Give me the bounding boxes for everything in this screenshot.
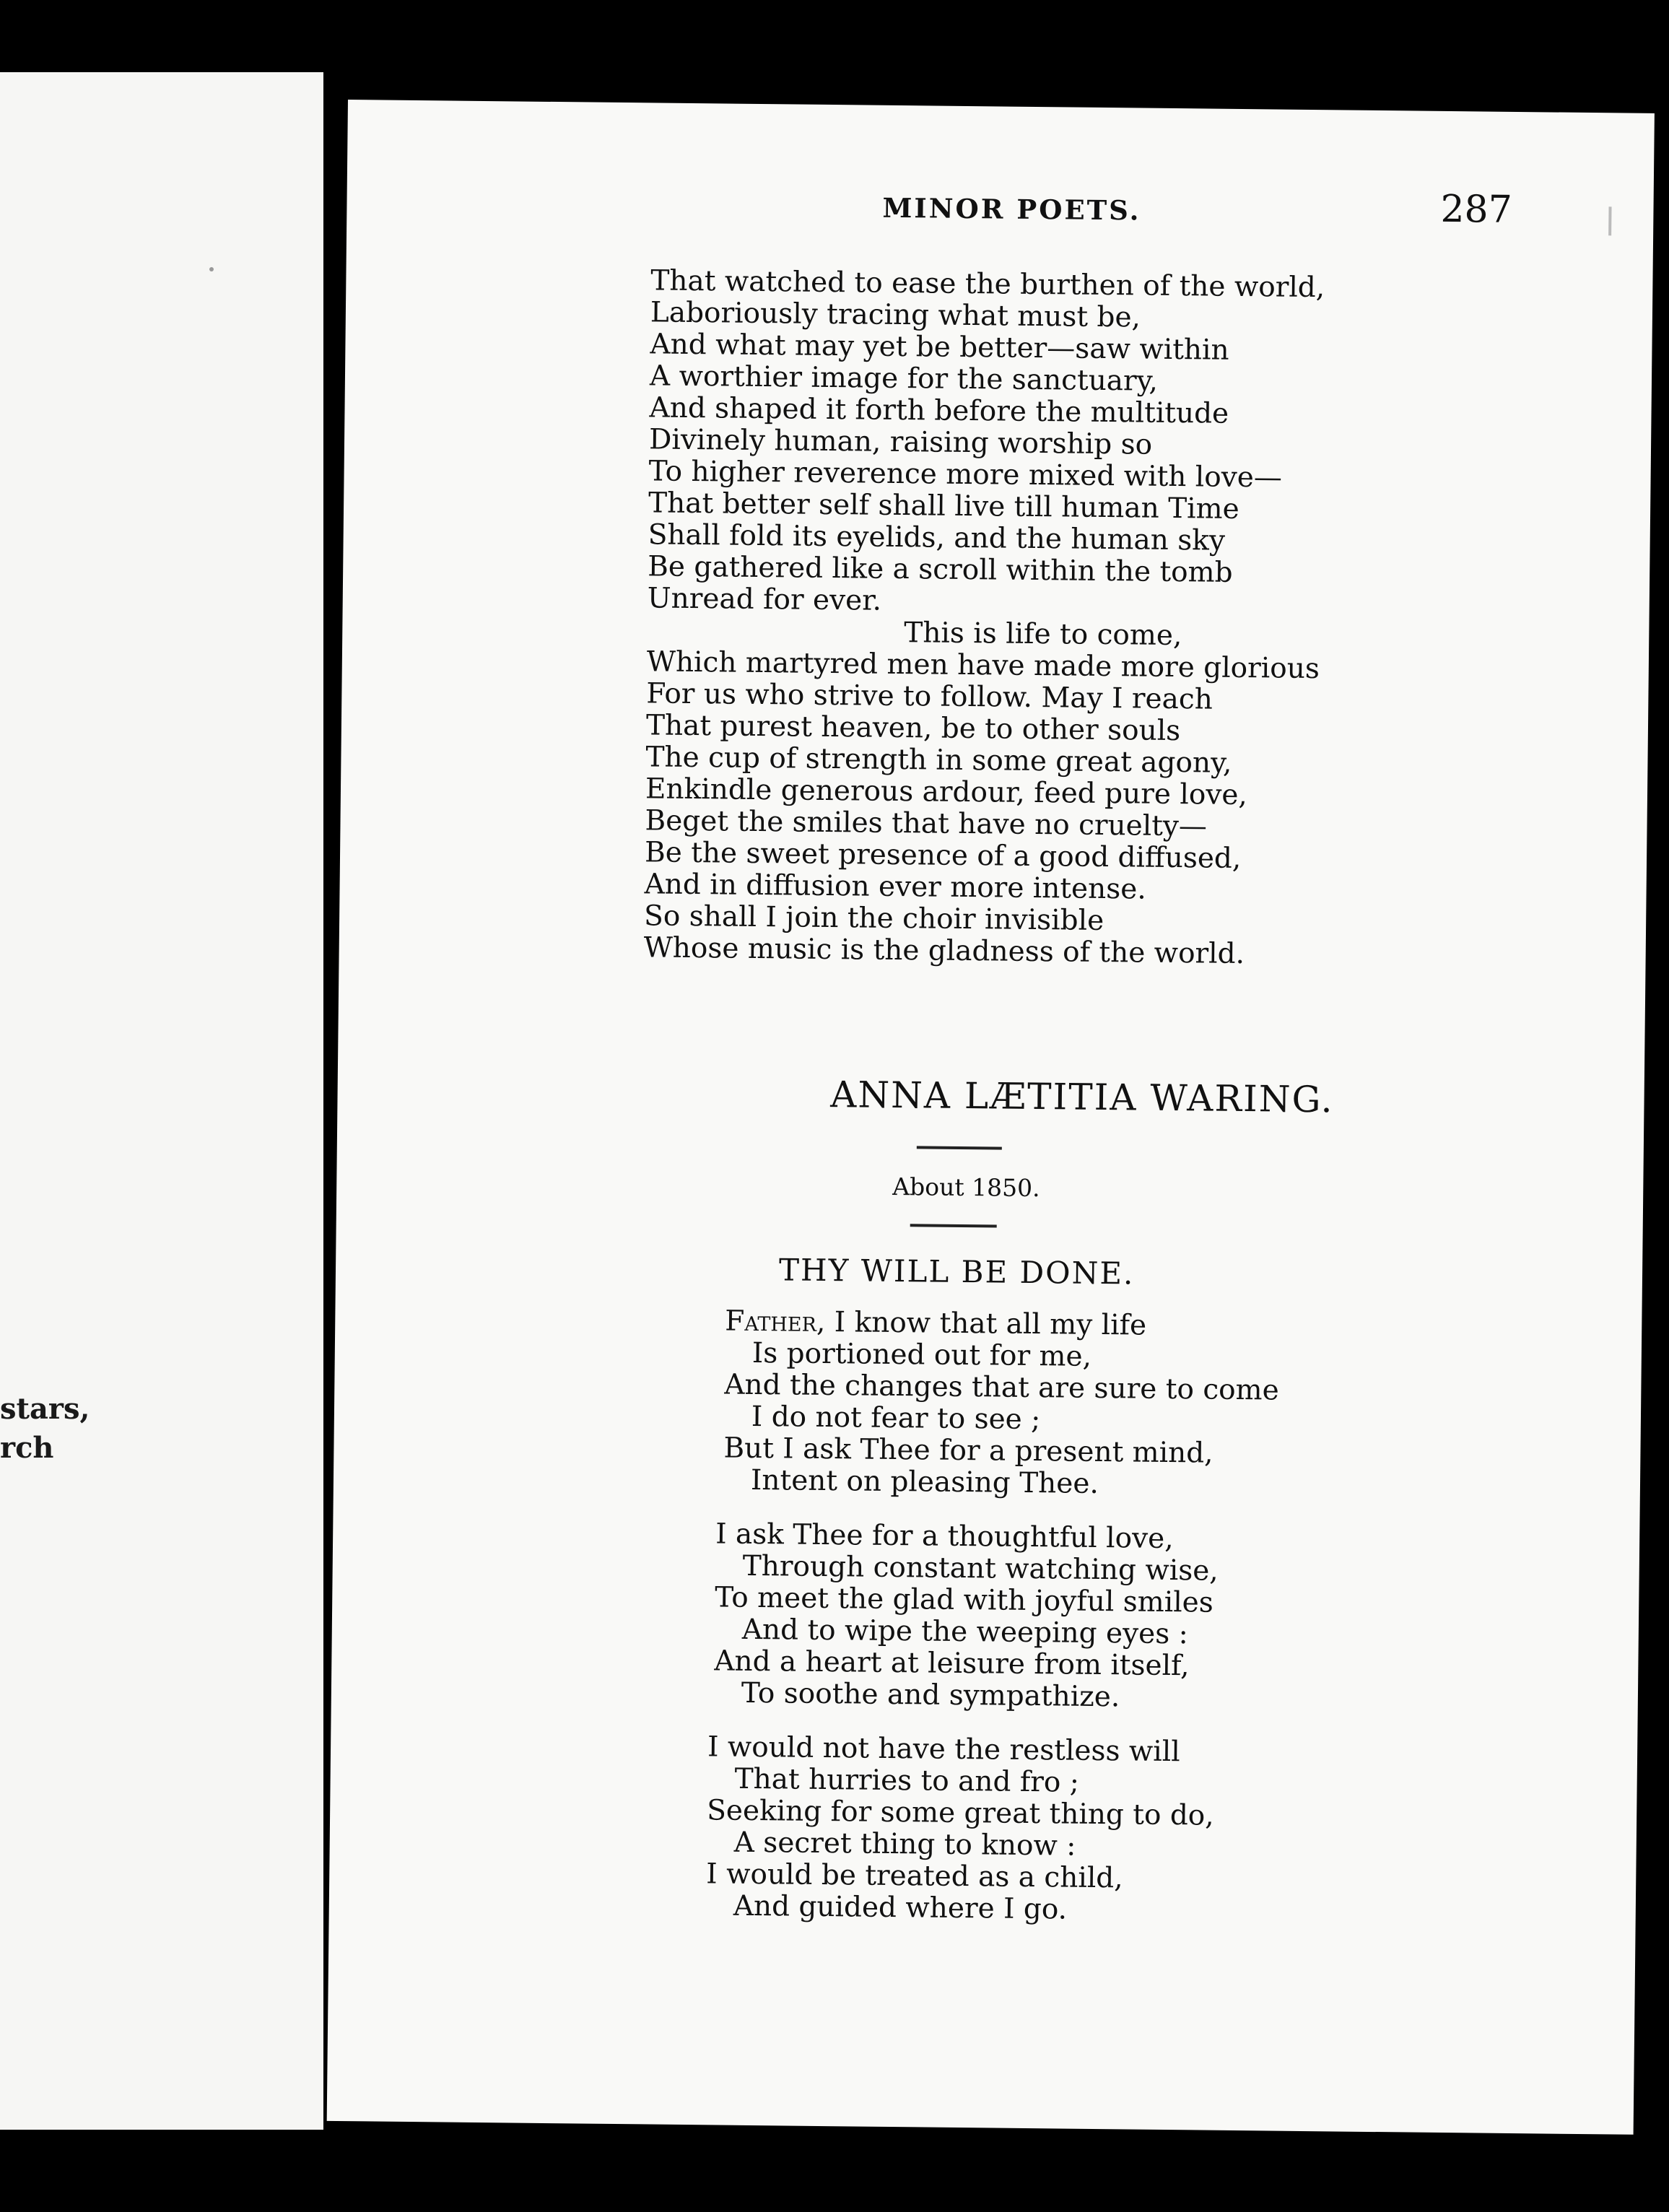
verse-line: That watched to ease the burthen of the world, (650, 264, 1325, 305)
verse-line: That purest heaven, be to other souls (645, 709, 1181, 748)
verse-line: I ask Thee for a thoughtful love, (715, 1518, 1174, 1556)
verse-line: The cup of strength in some great agony, (645, 741, 1232, 780)
verse-line: Seeking for some great thing to do, (706, 1794, 1214, 1832)
page-edge-mark (1608, 206, 1611, 235)
verse-line-rest: I know that all my life (825, 1306, 1147, 1342)
verse-line: This is life to come, (904, 617, 1182, 653)
page-number: 287 (1440, 187, 1513, 232)
running-head: MINOR POETS. (882, 191, 1141, 227)
verse-line: To meet the glad with joyful smiles (715, 1581, 1213, 1619)
author-date: About 1850. (892, 1172, 1040, 1203)
verse-line: For us who strive to follow. May I reach (646, 677, 1213, 716)
left-page-text-fragment (0, 1390, 90, 1468)
verse-line: I do not fear to see ; (751, 1400, 1041, 1437)
left-fragment-line: rch (0, 1431, 54, 1465)
verse-line: That hurries to and fro ; (734, 1762, 1080, 1799)
verse-line: And what may yet be better—saw within (650, 328, 1229, 367)
section-rule (917, 1146, 1002, 1149)
opening-word: Father, (725, 1305, 826, 1339)
verse-line: Be the sweet presence of a good diffused, (644, 836, 1242, 876)
poem-stanza (706, 1731, 1215, 1927)
left-fragment-line: stars, (0, 1392, 90, 1426)
verse-line: Intent on pleasing Thee. (750, 1463, 1099, 1500)
verse-line: And shaped it forth before the multitude (649, 391, 1229, 430)
verse-line: Unread for ever. (647, 582, 882, 617)
verse-line: That better self shall live till human Time (648, 487, 1239, 526)
verse-line: Through constant watching wise, (742, 1549, 1219, 1588)
verse-line: Be gathered like a scroll within the tomb (648, 550, 1233, 589)
verse-line: Shall fold its eyelids, and the human sky (648, 518, 1226, 557)
verse-line: To soothe and sympathize. (741, 1676, 1120, 1714)
verse-line: A worthier image for the sanctuary, (649, 360, 1159, 398)
verse-line: To higher reverence more mixed with love— (648, 455, 1283, 495)
left-page-fragment (0, 72, 323, 2130)
verse-line: And to wipe the weeping eyes : (741, 1613, 1189, 1651)
verse-line: So shall I join the choir invisible (643, 900, 1104, 938)
poem-title: THY WILL BE DONE. (778, 1252, 1135, 1292)
verse-line: And the changes that are sure to come (724, 1368, 1279, 1407)
verse-line: But I ask Thee for a present mind, (723, 1432, 1213, 1470)
book-page (327, 100, 1655, 2135)
poem-stanza (723, 1306, 1280, 1502)
section-rule (910, 1224, 997, 1227)
left-page-speck (209, 267, 214, 271)
verse-line: And guided where I go. (733, 1889, 1068, 1926)
verse-line: Enkindle generous ardour, feed pure love, (645, 772, 1248, 812)
verse-line: I would be treated as a child, (706, 1858, 1123, 1895)
author-heading: ANNA LÆTITIA WARING. (830, 1074, 1334, 1121)
verse-line: A secret thing to know : (733, 1826, 1076, 1863)
verse-line: Which martyred men have made more glorious (646, 645, 1320, 686)
verse-line: Laboriously tracing what must be, (650, 296, 1141, 334)
verse-line: And in diffusion ever more intense. (644, 868, 1146, 906)
verse-line: I would not have the restless will (707, 1730, 1180, 1769)
verse-line: Divinely human, raising worship so (648, 423, 1153, 461)
verse-line: Whose music is the gladness of the world. (643, 931, 1245, 971)
verse-line: And a heart at leisure from itself, (714, 1645, 1190, 1683)
poem-stanza (714, 1518, 1219, 1714)
verse-line: Is portioned out for me, (751, 1336, 1092, 1373)
verse-line: Beget the smiles that have no cruelty— (645, 804, 1208, 843)
continued-poem-block (643, 265, 1325, 971)
